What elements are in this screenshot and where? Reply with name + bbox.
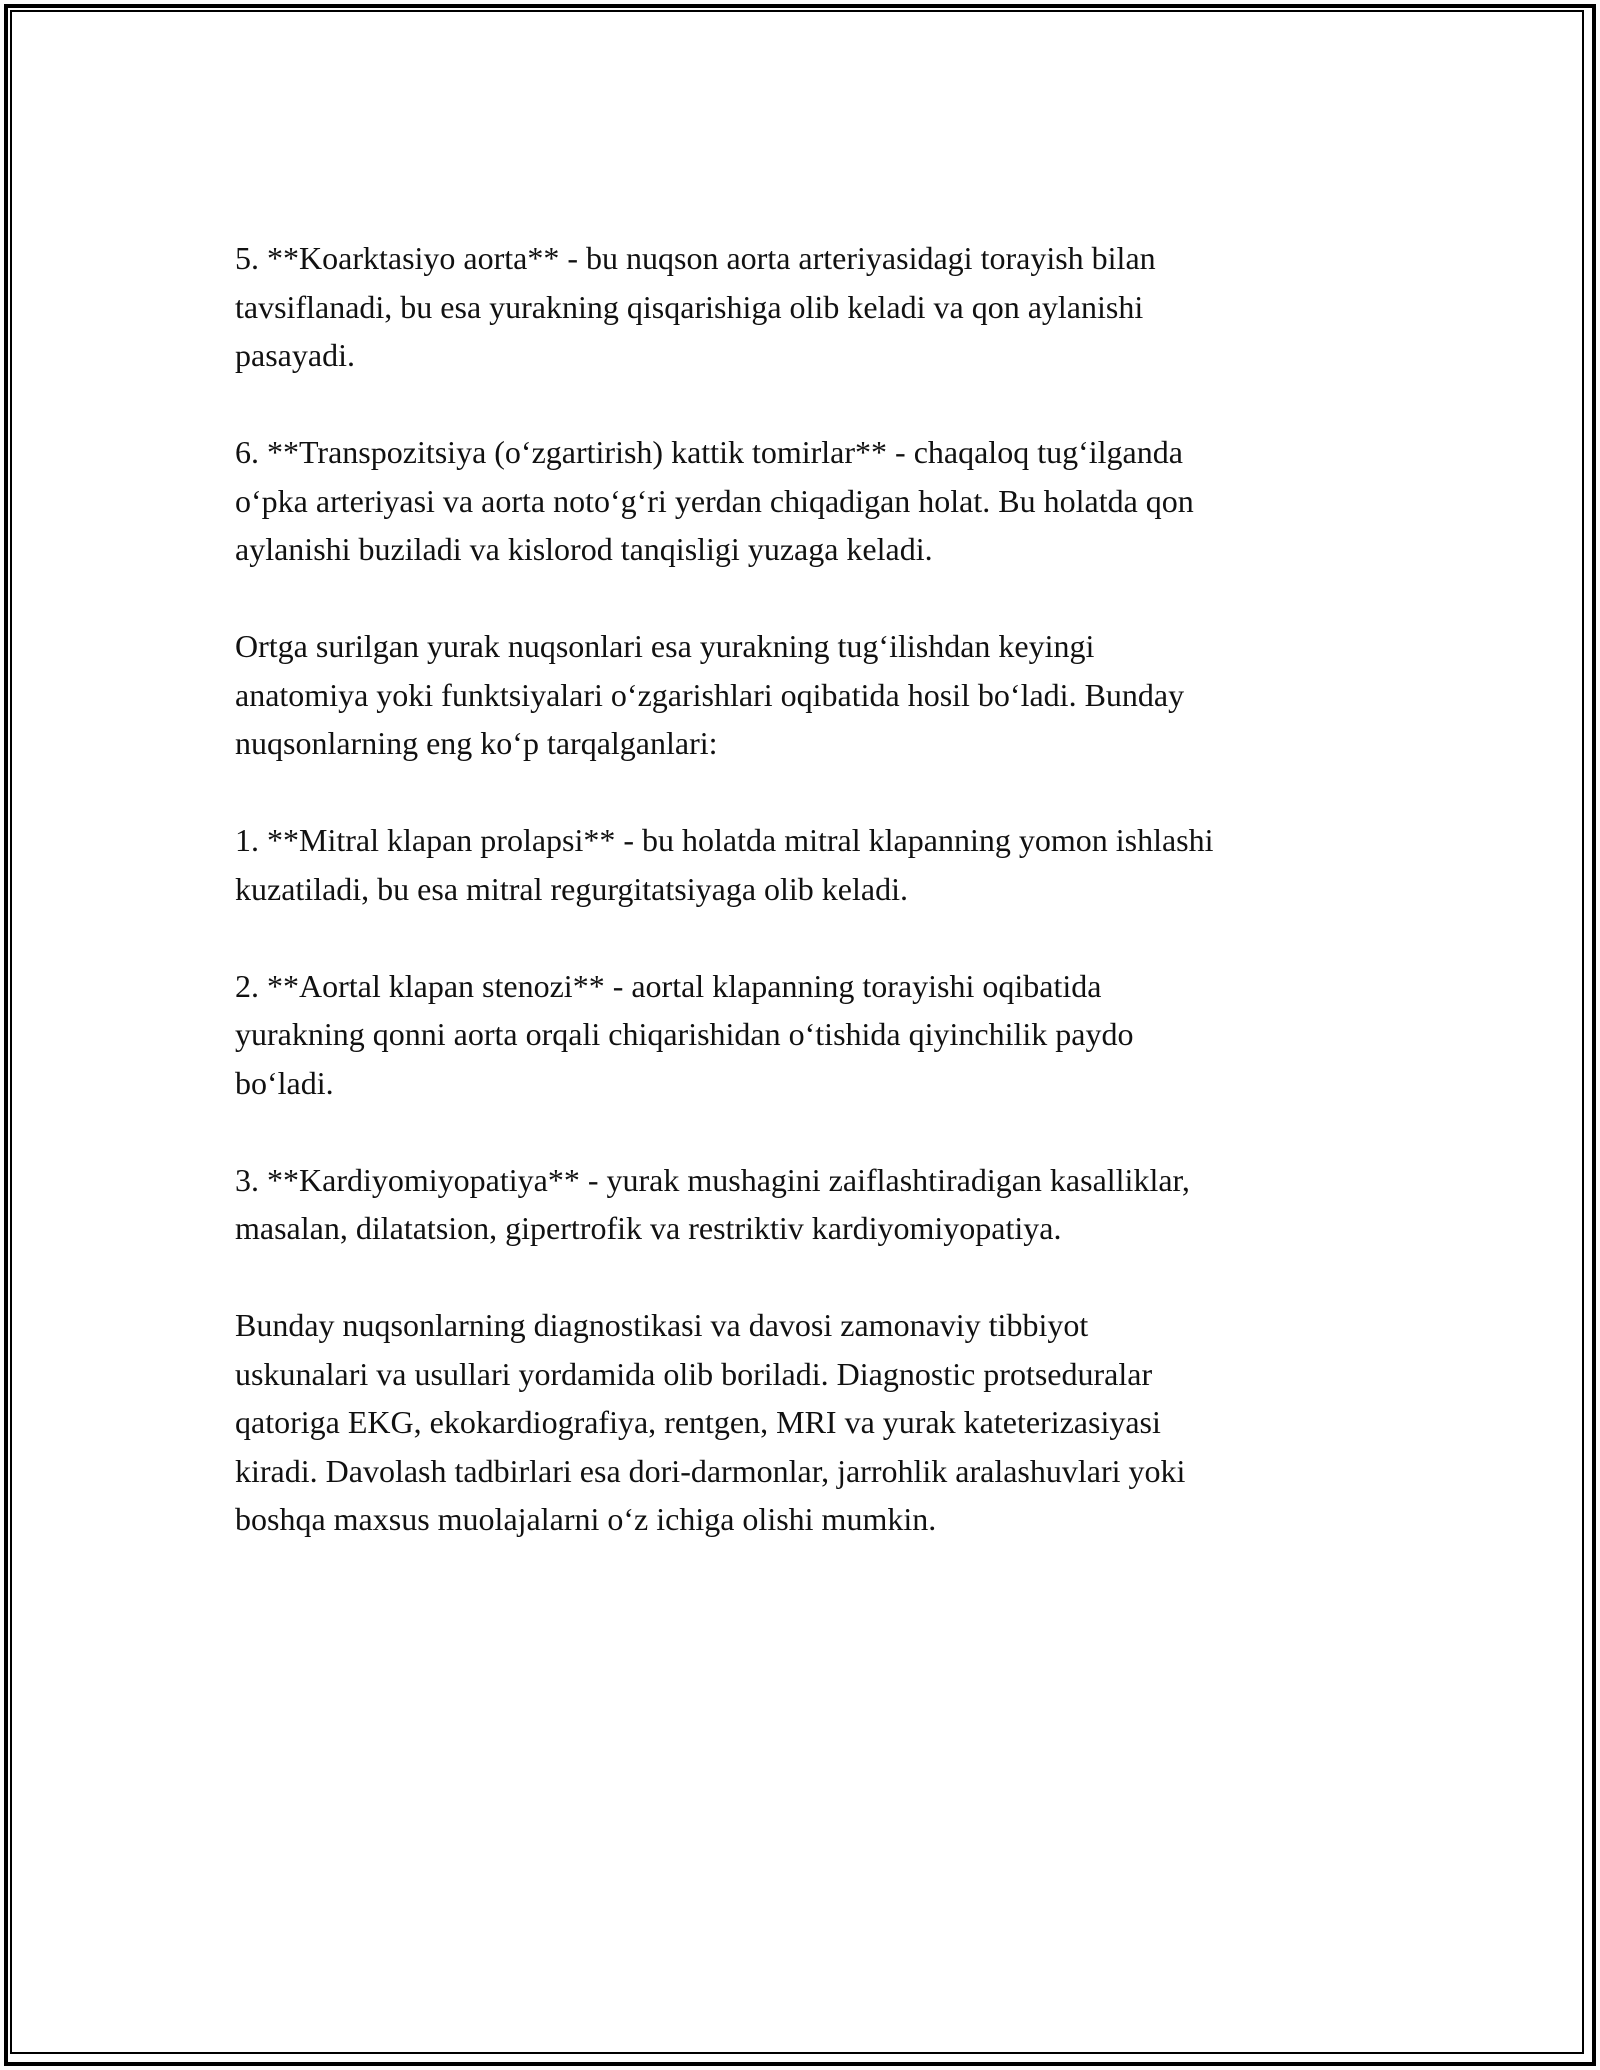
paragraph-aortal-klapan-stenozi: 2. **Aortal klapan stenozi** - aortal klapanning torayishi oqibatida yurakning qonni aorta orqali chiqarishidan o‘tishida qiyinchilik paydo bo‘ladi. bbox=[235, 967, 1134, 1101]
paragraph-mitral-klapan-prolapsi: 1. **Mitral klapan prolapsi** - bu holatda mitral klapanning yomon ishlashi kuzatiladi, bu esa mitral regurgitatsiyaga olib keladi. bbox=[235, 822, 1214, 907]
paragraph-ortga-surilgan-nuqsonlar: Ortga surilgan yurak nuqsonlari esa yurakning tug‘ilishdan keyingi anatomiya yoki funktsiyalari o‘zgarishlari oqibatida hosil bo‘ladi. Bunday nuqsonlarning eng ko‘p tarqalganlari: bbox=[235, 628, 1185, 761]
paragraph-transpozitsiya: 6. **Transpozitsiya (o‘zgartirish) kattik tomirlar** - chaqaloq tug‘ilganda o‘pka arteriyasi va aorta noto‘g‘ri yerdan chiqadigan holat. Bu holatda qon aylanishi buziladi va kislorod tanqisligi yuzaga keladi. bbox=[235, 434, 1194, 567]
paragraph-kardiyomiyopatiya: 3. **Kardiyomiyopatiya** - yurak mushagini zaiflashtiradigan kasalliklar, masalan, dilatatsion, gipertrofik va restriktiv kardiyomiyopatiya. bbox=[235, 1161, 1190, 1246]
paragraph-diagnostika-va-davolash: Bunday nuqsonlarning diagnostikasi va davosi zamonaviy tibbiyot uskunalari va usullari yordamida olib boriladi. Diagnostic protseduralar qatoriga EKG, ekokardiografiya, rentgen, MRI va yurak kateterizasiyasi kiradi. Davolash tadbirlari esa dori-darmonlar, jarrohlik aralashuvlari yoki boshqa maxsus muolajalarni o‘z ichiga olishi mumkin. bbox=[235, 1307, 1186, 1537]
paragraph-koarktasiyo-aorta: 5. **Koarktasiyo aorta** - bu nuqson aorta arteriyasidagi torayish bilan tavsiflanadi, bu esa yurakning qisqarishiga olib keladi va qon aylanishi pasayadi. bbox=[235, 240, 1156, 373]
document-body bbox=[235, 234, 1375, 1592]
